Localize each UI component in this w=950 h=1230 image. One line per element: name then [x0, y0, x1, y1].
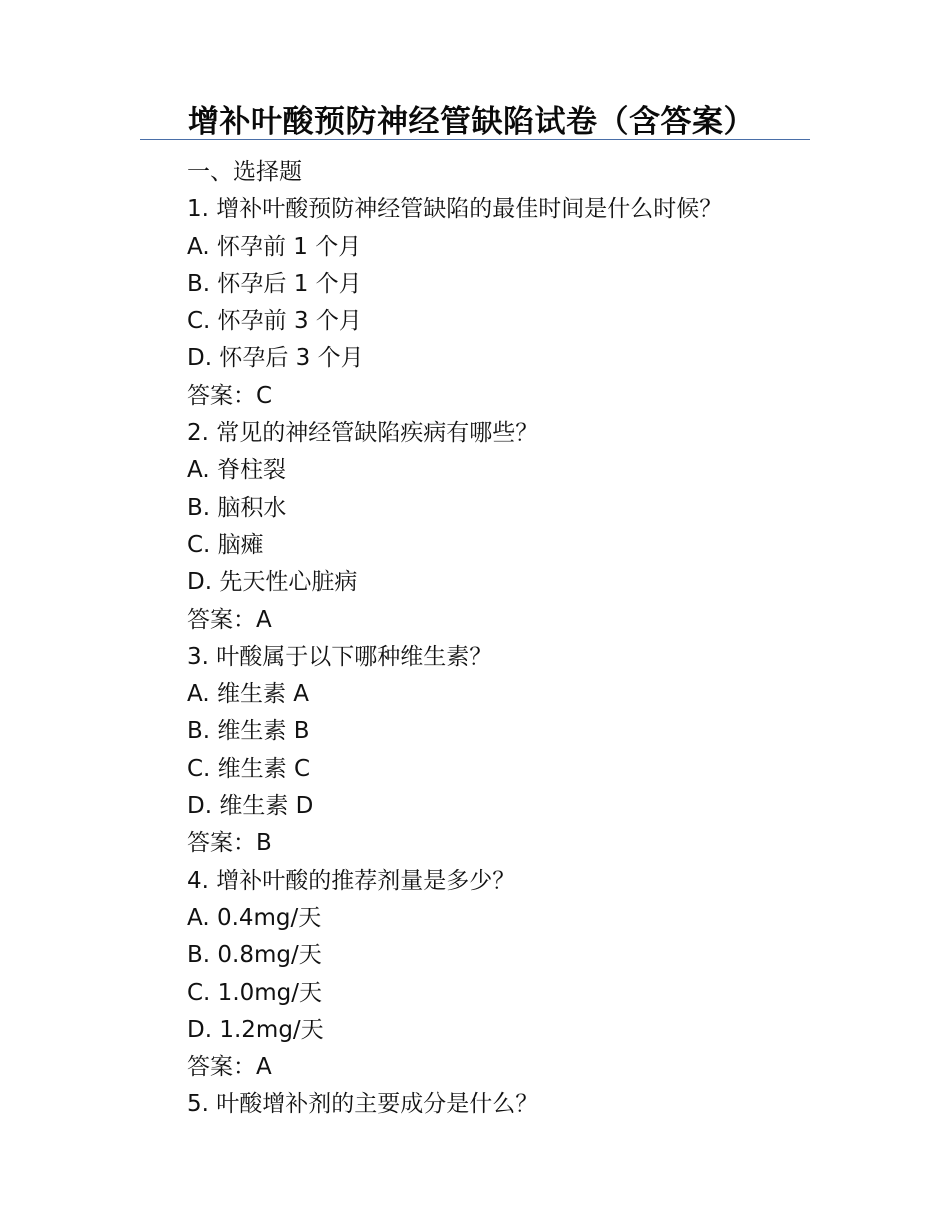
option-a: A. 怀孕前 1 个月: [187, 233, 362, 260]
option-d: D. 维生素 D: [187, 793, 314, 820]
option-d: D. 1.2mg/天: [187, 1016, 324, 1043]
option-c: C. 维生素 C: [187, 755, 311, 782]
option-b: B. 怀孕后 1 个月: [187, 270, 362, 297]
question-text: 1. 增补叶酸预防神经管缺陷的最佳时间是什么时候？: [187, 196, 723, 223]
question-block: [187, 1086, 887, 1123]
option-d: D. 先天性心脏病: [187, 569, 358, 596]
question-text: 2. 常见的神经管缺陷疾病有哪些？: [187, 420, 539, 447]
question-block: [187, 863, 887, 1087]
document-title: 增补叶酸预防神经管缺陷试卷（含答案）: [188, 104, 755, 140]
option-b: B. 0.8mg/天: [187, 942, 322, 969]
answer-text: 答案：C: [187, 382, 273, 409]
option-d: D. 怀孕后 3 个月: [187, 345, 364, 372]
option-a: A. 0.4mg/天: [187, 904, 322, 931]
question-block: [187, 639, 887, 863]
question-text: 4. 增补叶酸的推荐剂量是多少？: [187, 867, 516, 894]
answer-text: 答案：A: [187, 1054, 272, 1081]
section-heading: 一、选择题: [187, 159, 302, 185]
question-text: 3. 叶酸属于以下哪种维生素？: [187, 643, 493, 670]
document-body: [187, 154, 887, 1124]
option-c: C. 怀孕前 3 个月: [187, 308, 362, 335]
option-c: C. 脑瘫: [187, 531, 264, 558]
answer-text: 答案：B: [187, 830, 272, 857]
question-block: [187, 415, 887, 639]
question-text: 5. 叶酸增补剂的主要成分是什么？: [187, 1091, 539, 1118]
option-b: B. 维生素 B: [187, 718, 310, 745]
answer-text: 答案：A: [187, 606, 272, 633]
option-c: C. 1.0mg/天: [187, 979, 323, 1006]
question-block: [187, 191, 887, 415]
title-underline: [140, 139, 810, 140]
option-a: A. 维生素 A: [187, 681, 309, 708]
option-a: A. 脊柱裂: [187, 457, 286, 484]
option-b: B. 脑积水: [187, 494, 287, 521]
